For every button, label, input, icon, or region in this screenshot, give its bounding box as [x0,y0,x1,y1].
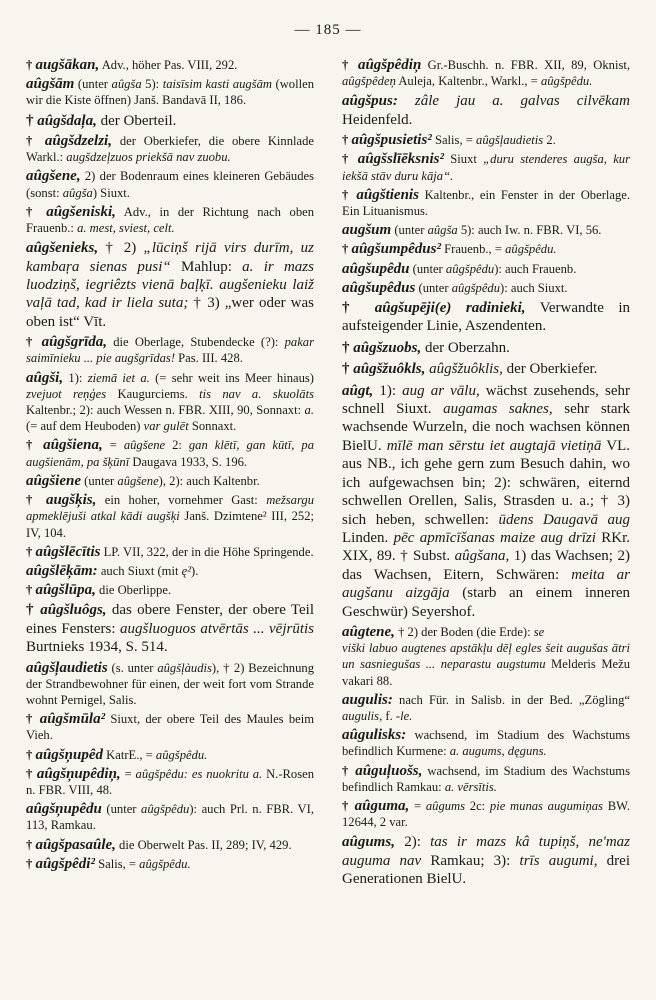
dictionary-entry: aûgšiene (unter aûgšene), 2): auch Kaltenbr. [26,472,260,489]
dictionary-entry: † aûgštienis Kaltenbr., ein Fenster in der Oberlage. Ein Lituanismus. [342,186,631,219]
columns [26,57,630,892]
page-number: — 185 — [294,22,362,38]
dictionary-entry: † aûgšpasaûle, die Oberwelt Pas. II, 289; IV, 429. [26,836,292,853]
dictionary-entry: aûgt, 1): aug ar vālu, wächst zusehends, sehr schnell Siuxt. augamas saknes, sehr stark wachsende Wurzeln, die noch wachsen können BielU. mīlē man sērstu iet augtajā vietiņā VL. aus NB., ich gehe gern zum Besuch dahin, wo ich aufgewachsen bin; 2): schwären, eiternd schwellen Orellen, Salis, Strasden u. a.; † 3) sich heben, schwellen: ūdens Daugavā aug Linden. pēc apmīcīšanas maize aug drīzi RKr. XIX, 89. † Subst. aûgšana, 1) das Wachsen; 2) das Wachsen, Eitern, Schwären: meita ar augšanu aizgāja (starb an einem inneren Geschwür) Seyershof. [342,382,631,620]
dictionary-entry: † aûgšpusietis² Salis, = aûgšļaudietis 2. [342,132,556,149]
dictionary-entry: aûgšenieks, † 2) „lūciņš rijā virs durīm, uz kambaŗa sienas pusi“ Mahlup: a. ir mazs luodziņš, iegriêzts vienā baļķī. augšenieku laiž vaļā tad, kad ir liela suta; † 3) „wer oder was oben ist“ Vīt. [26,240,314,330]
dictionary-entry: † augšākan, Adv., höher Pas. VIII, 292. [26,57,238,73]
dictionary-entry: † aûgšpêdiņ Gr.-Buschh. n. FBR. XII, 89, Oknist, aûgšpêdeņ Auleja, Kaltenbr., Warkl., = aûgšpêdu. [342,57,631,89]
dictionary-entry: aûgšupêdus (unter aûgšpêdu): auch Siuxt. [342,279,568,296]
dictionary-entry: † aûgšpêdi² Salis, = aûgšpêdu. [26,855,191,872]
dictionary-entry: † aûgšgrīda, die Oberlage, Stubendecke (?): pakar saimīnieku ... pie augšgrīdas! Pas. III. 428. [26,334,315,366]
dictionary-entry: aûgšupêdu (unter aûgšpêdu): auch Frauenb. [342,260,577,277]
dictionary-entry: aûgulisks: wachsend, im Stadium des Wachstums befindlich Kurmene: a. augums, dęguns. [342,727,630,759]
dictionary-entry: † aûgšeniski, Adv., in der Richtung nach oben Frauenb.: a. mest, sviest, celt. [26,203,315,236]
left-column [26,57,314,892]
dictionary-entry: † augšķis, ein hoher, vornehmer Gast: mežsargu apmeklējuši atkal kādi augšķi Janš. Dzimtene² III, 252; IV, 104. [26,492,315,540]
dictionary-entry: aûgši, 1): ziemā iet a. (= sehr weit ins Meer hinaus) zvejuot reņģes Kaugurciems. tis nav a. skuolāts Kaltenbr.; 2): auch Wessen n. FBR. XIII, 90, Sonnaxt: a. (= auf dem Heuboden) var gulēt Sonnaxt. [26,369,314,434]
right-column [342,57,630,892]
dictionary-entry: † aûgšiena, = aûgšene 2: gan klētī, gan kūtī, pa augšienām, pa šķūnī Daugava 1933, S. 196. [26,437,315,469]
dictionary-entry: † aûgšzuobs, der Oberzahn. [342,339,510,356]
dictionary-entry: † aûgšdzelzi, der Oberkiefer, die obere Kinnlade Warkl.: augšdzeļzuos priekšā nav zuobu. [26,133,314,165]
dictionary-entry: aûgšpus: zâle jau a. galvas cilvēkam Heidenfeld. [342,93,631,128]
dictionary-entry: † aûgšžuôkls, aûgšžuôklis, der Oberkiefer. [342,361,598,378]
dictionary-entry: aûgums, 2): tas ir mazs kâ tupiņš, ne'maz auguma nav Ramkau; 3): trīs augumi, drei Generationen BielU. [342,834,630,888]
dictionary-entry: † aûgšmūla² Siuxt, der obere Teil des Maules beim Vieh. [26,711,315,743]
dictionary-entry: aûgšļaudietis (s. unter aûgšļàudis), † 2) Bezeichnung der Strandbewohner für einen, der weit fort vom Strande wohnt Pernigel, Salis. [26,659,314,707]
dictionary-entry: † aûgšslīēksnis² Siuxt „duru stenderes augša, kur iekšā stāv duru kāja“. [342,151,630,183]
dictionary-entry: † aûgšupēji(e) radinieki, Verwandte in aufsteigender Linie, Aszendenten. [342,300,631,335]
dictionary-entry: † aûgšdaļa, der Oberteil. [26,112,177,129]
dictionary-entry: † aûgšlūpa, die Oberlippe. [26,582,172,599]
dictionary-entry: aûgšlēķām: auch Siuxt (mit ę²). [26,562,199,579]
dictionary-entry: † aûgšņupêd KatrE., = aûgšpêdu. [26,746,208,763]
dictionary-entry: † aûgšumpêdus² Frauenb., = aûgšpêdu. [342,241,557,258]
dictionary-entry: aûgšņupêdu (unter aûgšpêdu): auch Prl. n. FBR. VI, 113, Ramkau. [26,801,314,833]
dictionary-entry: † aûgšluôgs, das obere Fenster, der obere Teil eines Fensters: augšluoguos atvērtās ... vējrūtis Burtnieks 1934, S. 514. [26,602,315,656]
dictionary-entry: † aûguļuošs, wachsend, im Stadium des Wachstums befindlich Ramkau: a. vērsītis. [342,762,630,794]
dictionary-entry: augulis: nach Für. in Salisb. in der Bed. „Zögling“ augulis, f. -le. [342,691,630,723]
dictionary-entry: augšum (unter aûgša 5): auch Iw. n. FBR. VI, 56. [342,222,602,239]
dictionary-entry: aûgtene, † 2) der Boden (die Erde): se viški labuo augtenes apstākļu dēļ egles šeit augušas ātri un sasniegušas ... neparastu augstumu Melderis Mežu vakari 88. [342,623,630,688]
dictionary-entry: † aûgšņupêdiņ, = aûgšpêdu: es nuokritu a. N.-Rosen n. FBR. VIII, 48. [26,765,315,797]
dictionary-entry: aûgšene, 2) der Bodenraum eines kleineren Gebäudes (sonst: aûgša) Siuxt. [26,168,314,200]
dictionary-entry: aûgšām (unter aûgša 5): taisīsim kasti augšām (wollen wir die Kiste öffnen) Janš. Bandavā II, 186. [26,76,314,108]
dictionary-entry: † aûgšlēcītis LP. VII, 322, der in die Höhe Springende. [26,543,314,560]
dictionary-entry: † aûguma, = aûgums 2c: pie munas augumiņas BW. 12644, 2 var. [342,797,630,830]
